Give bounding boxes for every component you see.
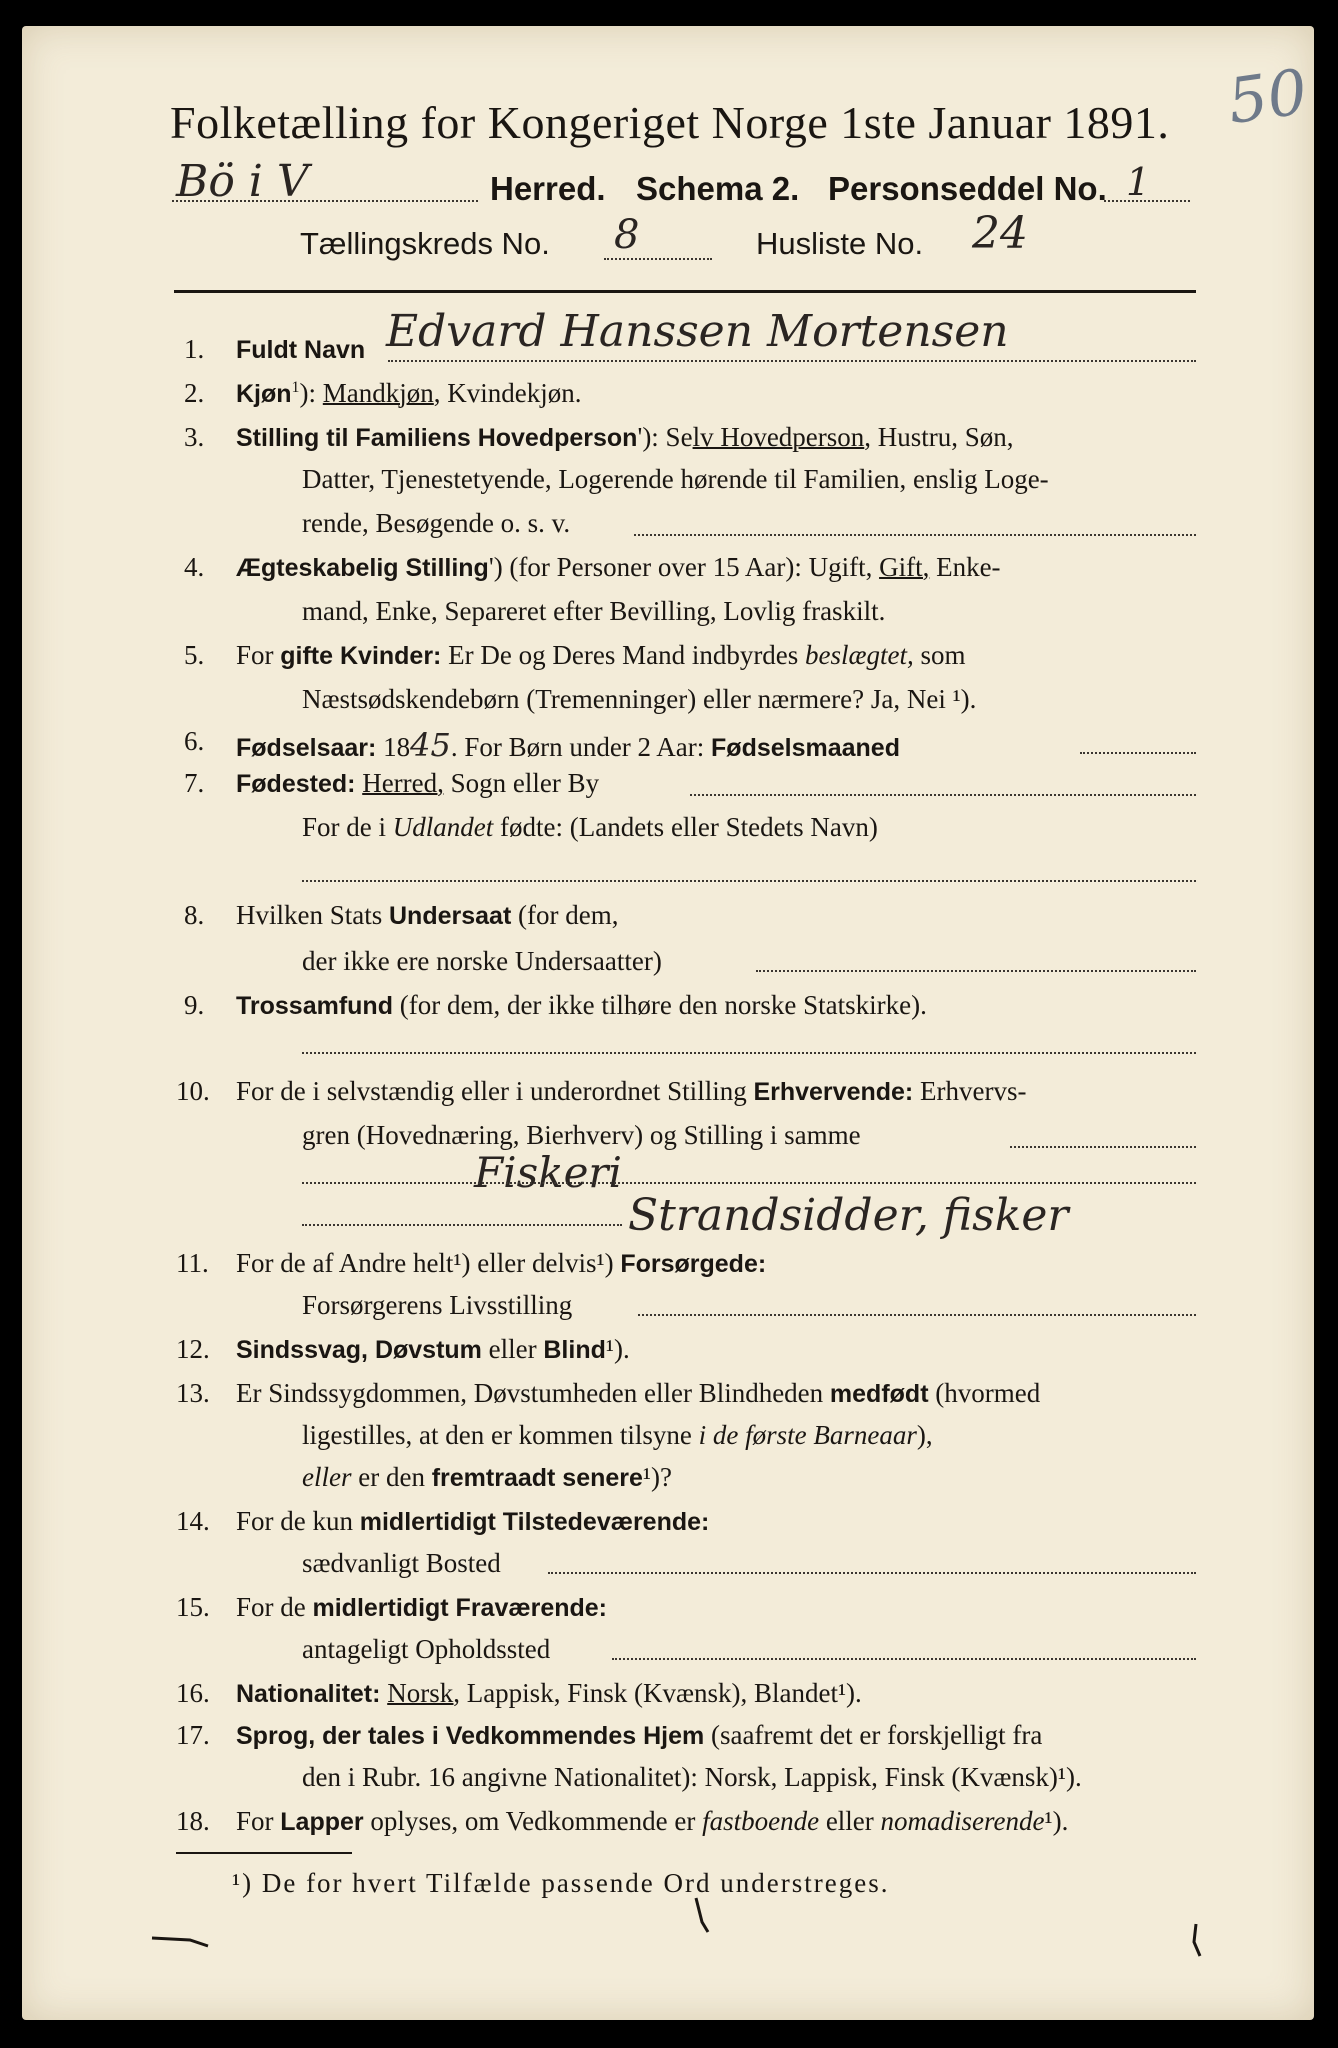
footnote: ¹) De for hvert Tilfælde passende Ord understreges. — [232, 1868, 890, 1898]
item-18-row — [236, 1806, 1068, 1837]
item-text-italic: beslægtet, — [805, 640, 914, 670]
item-text: Sogn eller By — [443, 768, 600, 798]
item-text: Er De og Deres Mand indbyrdes — [441, 640, 806, 670]
item-text: der ikke ere norske Undersaatter) — [302, 946, 662, 976]
item-7-line2 — [302, 812, 878, 843]
ink-mark — [150, 1930, 210, 1950]
item-number: 14. — [176, 1506, 210, 1536]
item-label: Lapper — [280, 1808, 364, 1836]
item-number: 16. — [176, 1678, 210, 1708]
item-text: . For Børn under 2 Aar: — [450, 732, 712, 762]
item-number: 8. — [184, 900, 205, 930]
item-label: Sindssvag, Døvstum — [236, 1336, 482, 1364]
fullname-handwritten: Edvard Hanssen Mortensen — [386, 306, 1009, 357]
item-text: gren (Hovednæring, Bierhverv) og Stilling i samme — [302, 1120, 861, 1150]
item-label: midlertidigt Fraværende: — [312, 1594, 607, 1622]
item-8-row — [236, 900, 618, 931]
item-text: , Hustru, Søn, — [864, 422, 1014, 452]
item-13-row — [236, 1378, 1040, 1409]
herred-label: Herred. — [490, 170, 606, 207]
page-number-handwritten: 50 — [1223, 54, 1312, 139]
item-text: sædvanligt Bosted — [302, 1548, 501, 1578]
item-text: For de i — [302, 812, 393, 842]
item-text: (hvormed — [928, 1378, 1041, 1408]
item-number: 12. — [176, 1334, 210, 1364]
dotted-line — [634, 534, 1196, 536]
item-number: 11. — [176, 1248, 209, 1278]
item-number: 5. — [184, 640, 205, 670]
item-text: ¹). — [1044, 1806, 1069, 1836]
item-text: Er Sindssygdommen, Døvstumheden eller Blindheden — [236, 1378, 830, 1408]
dotted-line — [1010, 1146, 1196, 1148]
item-label: Sprog, der tales i Vedkommendes Hjem — [236, 1722, 705, 1750]
item-number: 15. — [176, 1592, 210, 1622]
item-text: eller — [819, 1806, 881, 1836]
item-number: 3. — [184, 422, 205, 452]
selected-option: Herred, — [362, 768, 444, 798]
item-label: Kjøn — [236, 380, 292, 408]
item-text: ¹). — [605, 1334, 630, 1364]
item-label: Fuldt Navn — [236, 336, 366, 364]
item-text: ') (for Personer over 15 Aar): Ugift, — [488, 552, 880, 582]
item-text: rende, Besøgende o. s. v. — [302, 508, 571, 538]
item-text: For de i selvstændig eller i underordnet Stilling — [236, 1076, 754, 1106]
item-text: den i Rubr. 16 angivne Nationalitet): Norsk, Lappisk, Finsk (Kvænsk)¹). — [302, 1762, 1082, 1792]
item-number: 6. — [184, 726, 205, 756]
item-text: 18 — [376, 732, 411, 762]
footnote-rule — [176, 1852, 352, 1854]
item-label: gifte Kvinder: — [280, 642, 442, 670]
item-text-italic: eller — [302, 1462, 352, 1492]
item-label: Ægteskabelig Stilling — [236, 554, 489, 582]
personseddel-label: Personseddel No. — [828, 170, 1107, 207]
selected-option: Norsk, — [387, 1678, 460, 1708]
item-3-row — [236, 422, 1014, 453]
schema-label: Schema 2. — [636, 170, 800, 207]
selected-option: lv Hovedperson — [692, 422, 865, 452]
personseddel-number: 1 — [1126, 160, 1151, 204]
item-text: (for dem, der ikke tilhøre den norske Statskirke). — [392, 990, 927, 1020]
item-number: 17. — [176, 1720, 210, 1750]
dotted-line — [302, 1182, 1196, 1184]
item-number: 10. — [176, 1076, 210, 1106]
item-label: midlertidigt Tilstedeværende: — [359, 1508, 710, 1536]
item-label: fremtraadt senere — [431, 1464, 643, 1492]
husliste-label: Husliste No. — [756, 226, 924, 261]
item-16-row — [236, 1678, 862, 1709]
item-label: Nationalitet: — [236, 1680, 381, 1708]
item-12-row — [236, 1334, 630, 1365]
item-text: eller — [481, 1334, 544, 1364]
dotted-line — [1080, 752, 1196, 754]
item-number: 7. — [184, 768, 205, 798]
item-text: som — [913, 640, 966, 670]
item-text: ¹)? — [642, 1462, 672, 1492]
item-text: antageligt Opholdssted — [302, 1634, 551, 1664]
dotted-line — [638, 1314, 1196, 1316]
item-text: Lappisk, Finsk (Kvænsk), Blandet¹). — [459, 1678, 862, 1708]
footnote-ref: 1 — [291, 379, 300, 396]
item-label: Trossamfund — [236, 992, 393, 1020]
ink-mark — [1186, 1922, 1206, 1958]
item-10-row — [236, 1076, 1026, 1107]
item-label: Blind — [543, 1336, 606, 1364]
item-text-italic: nomadiserende — [880, 1806, 1045, 1836]
item-text: Enke- — [929, 552, 1001, 582]
kreds-number: 8 — [614, 212, 640, 258]
item-text: For de af Andre helt¹) eller delvis¹) — [236, 1248, 621, 1278]
item-number: 1. — [184, 334, 205, 364]
item-text: ), — [916, 1420, 933, 1450]
dotted-line — [756, 970, 1196, 972]
item-text: Hvilken Stats — [236, 900, 389, 930]
item-text: (for dem, — [511, 900, 619, 930]
item-text: For — [236, 1806, 281, 1836]
item-text: Næstsødskendebørn (Tremenninger) eller nærmere? Ja, Nei ¹). — [302, 684, 977, 714]
item-text: (saafremt det er forskjelligt fra — [704, 1720, 1043, 1750]
item-number: 4. — [184, 552, 205, 582]
dotted-line — [302, 1052, 1196, 1054]
item-number: 2. — [184, 378, 205, 408]
item-text: ): — [299, 378, 323, 408]
item-text-italic: fastboende — [702, 1806, 820, 1836]
item-5-row — [236, 640, 966, 671]
item-text: '): Se — [637, 422, 693, 452]
item-label: Undersaat — [389, 902, 512, 930]
birthyear-handwritten: 45 — [410, 726, 451, 764]
item-text: oplyses, om Vedkommende er — [363, 1806, 703, 1836]
item-13-line2 — [302, 1420, 933, 1451]
ink-mark — [692, 1896, 712, 1936]
item-label: Forsørgede: — [620, 1250, 767, 1278]
item-label: medfødt — [829, 1380, 929, 1408]
fullname-dotted-line — [388, 360, 1196, 362]
personseddel-dotted-line — [1104, 200, 1190, 202]
item-number: 18. — [176, 1806, 210, 1836]
item-7-row — [236, 768, 599, 799]
husliste-number: 24 — [972, 208, 1028, 259]
item-number: 13. — [176, 1378, 210, 1408]
item-text: Erhvervs- — [913, 1076, 1027, 1106]
item-14-row — [236, 1506, 709, 1537]
item-text-italic: Udlandet — [392, 812, 494, 842]
item-text: fødte: (Landets eller Stedets Navn) — [493, 812, 878, 842]
item-text: For de kun — [236, 1506, 360, 1536]
form-title: Folketælling for Kongeriget Norge 1ste Januar 1891. — [170, 97, 1170, 148]
item-11-row — [236, 1248, 766, 1279]
item-text: er den — [351, 1462, 432, 1492]
herred-handwritten: Bö i V — [176, 156, 309, 207]
dotted-line — [690, 794, 1196, 796]
item-4-row — [236, 552, 1001, 583]
kreds-dotted-line — [604, 258, 712, 260]
occupation-handwritten-1: Fiskeri — [474, 1148, 622, 1197]
selected-option: Mandkjøn — [322, 378, 434, 408]
dotted-line — [302, 1224, 622, 1226]
item-2-row — [236, 378, 582, 409]
dotted-line — [548, 1572, 1196, 1574]
item-label: Fødested: — [236, 770, 356, 798]
item-9-row — [236, 990, 927, 1021]
item-number: 9. — [184, 990, 205, 1020]
item-label: Stilling til Familiens Hovedperson — [236, 424, 638, 452]
occupation-handwritten-2: Strandsidder, fisker — [628, 1190, 1069, 1241]
dotted-line — [302, 880, 1196, 882]
item-text: For de — [236, 1592, 313, 1622]
item-text: Datter, Tjenestetyende, Logerende hørende til Familien, enslig Loge- — [302, 464, 1049, 494]
item-text-italic: i de første Barneaar — [698, 1420, 917, 1450]
dotted-line — [612, 1658, 1196, 1660]
item-text: ligestilles, at den er kommen tilsyne — [302, 1420, 699, 1450]
header-rule — [174, 290, 1196, 293]
item-6-row — [236, 726, 900, 764]
item-text: Forsørgerens Livsstilling — [302, 1290, 573, 1320]
herred-dotted-line — [172, 200, 478, 202]
item-label: Fødselsaar: — [236, 734, 377, 762]
kreds-label: Tællingskreds No. — [300, 226, 550, 261]
item-text: , Kvindekjøn. — [433, 378, 582, 408]
item-17-row — [236, 1720, 1042, 1751]
item-label: Erhvervende: — [753, 1078, 914, 1106]
selected-option: Gift, — [879, 552, 930, 582]
item-label: Fødselsmaaned — [711, 734, 900, 762]
item-text: For — [236, 640, 281, 670]
item-15-row — [236, 1592, 607, 1623]
item-13-line3 — [302, 1462, 672, 1493]
item-text: mand, Enke, Separeret efter Bevilling, Lovlig fraskilt. — [302, 596, 886, 626]
